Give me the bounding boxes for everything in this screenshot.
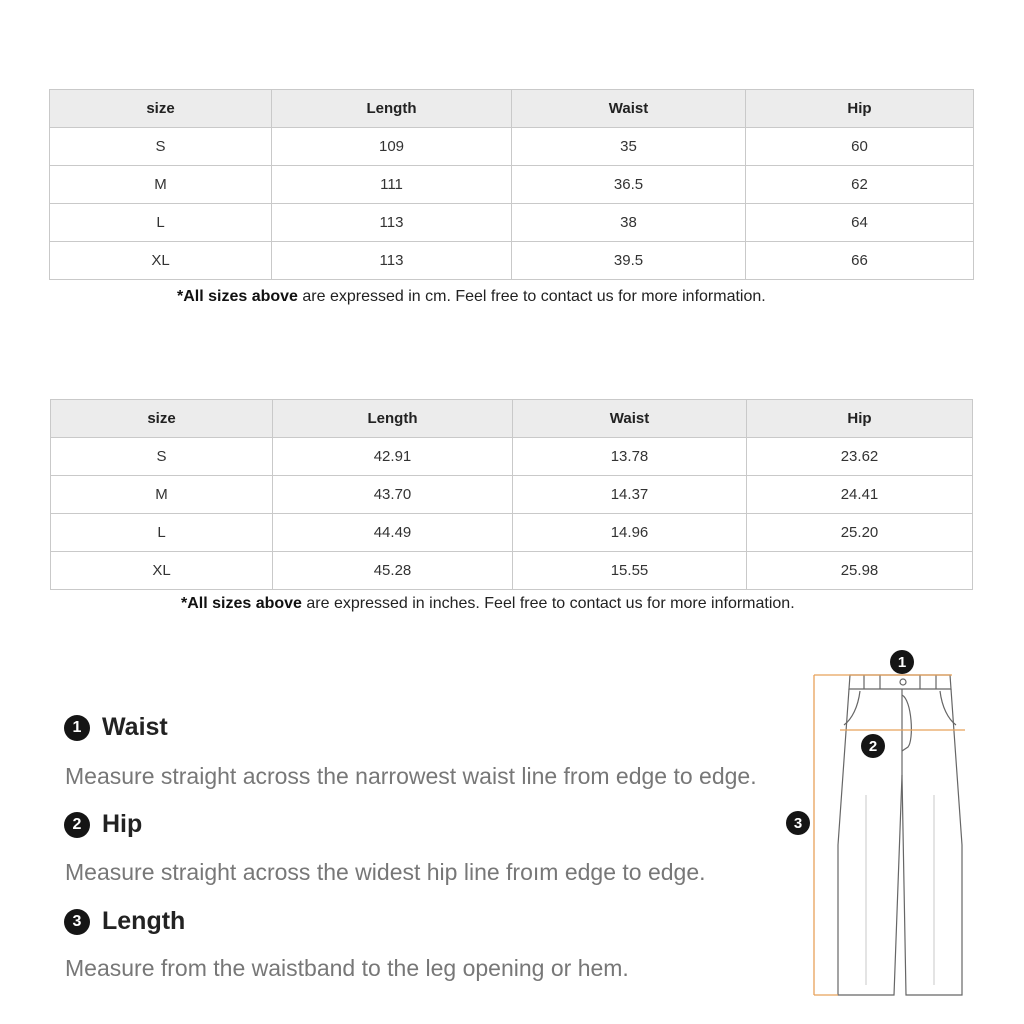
size-table-cm	[49, 89, 974, 280]
table-row	[50, 242, 974, 280]
number-1-icon: 1	[64, 715, 90, 741]
cell-length: 111	[272, 166, 512, 204]
header-waist: Waist	[513, 400, 747, 438]
cell-waist: 36.5	[512, 166, 746, 204]
measure-lines	[814, 675, 965, 995]
length-heading	[64, 907, 185, 936]
cell-hip: 23.62	[747, 438, 973, 476]
pants-measurement-diagram	[780, 645, 990, 1005]
cell-length: 113	[272, 242, 512, 280]
header-hip: Hip	[746, 90, 974, 128]
cell-waist: 13.78	[513, 438, 747, 476]
waist-marker-icon: 1	[890, 650, 914, 674]
cell-hip: 64	[746, 204, 974, 242]
waist-description: Measure straight across the narrowest waist line from edge to edge.	[65, 763, 757, 789]
note-text: are expressed in cm. Feel free to contact us for more information.	[297, 288, 766, 305]
hip-title: Hip	[102, 810, 143, 838]
length-title: Length	[102, 907, 186, 935]
waist-title: Waist	[102, 713, 168, 741]
cell-length: 109	[272, 128, 512, 166]
header-length: Length	[272, 90, 512, 128]
cell-length: 42.91	[273, 438, 513, 476]
hip-heading	[64, 810, 142, 839]
hip-marker-icon: 2	[861, 734, 885, 758]
cell-waist: 39.5	[512, 242, 746, 280]
table-row	[50, 128, 974, 166]
number-2-icon: 2	[64, 812, 90, 838]
table-row	[51, 438, 973, 476]
cell-hip: 60	[746, 128, 974, 166]
cell-hip: 66	[746, 242, 974, 280]
cell-size: S	[50, 128, 272, 166]
cell-hip: 62	[746, 166, 974, 204]
header-waist: Waist	[512, 90, 746, 128]
note-bold: *All sizes above	[177, 288, 298, 305]
length-marker-icon: 3	[786, 811, 810, 835]
table-note-cm	[177, 288, 766, 306]
table-row	[51, 514, 973, 552]
table-row	[50, 204, 974, 242]
cell-waist: 38	[512, 204, 746, 242]
table-row	[51, 552, 973, 590]
waist-heading	[64, 713, 168, 742]
hip-description: Measure straight across the widest hip line froım edge to edge.	[65, 859, 706, 885]
cell-waist: 35	[512, 128, 746, 166]
cell-waist: 14.37	[513, 476, 747, 514]
size-table-inches	[50, 399, 973, 590]
cell-size: S	[51, 438, 273, 476]
table-header-row	[50, 90, 974, 128]
cell-size: L	[51, 514, 273, 552]
table-note-inches	[181, 595, 795, 613]
table-header-row	[51, 400, 973, 438]
length-description: Measure from the waistband to the leg opening or hem.	[65, 955, 629, 981]
note-text: are expressed in inches. Feel free to contact us for more information.	[301, 595, 795, 612]
cell-hip: 24.41	[747, 476, 973, 514]
number-3-icon: 3	[64, 909, 90, 935]
cell-length: 45.28	[273, 552, 513, 590]
cell-size: L	[50, 204, 272, 242]
cell-waist: 14.96	[513, 514, 747, 552]
cell-length: 113	[272, 204, 512, 242]
pants-icon	[780, 645, 990, 1005]
cell-hip: 25.98	[747, 552, 973, 590]
header-size: size	[51, 400, 273, 438]
table-row	[51, 476, 973, 514]
cell-length: 44.49	[273, 514, 513, 552]
cell-size: XL	[51, 552, 273, 590]
cell-waist: 15.55	[513, 552, 747, 590]
cell-size: M	[51, 476, 273, 514]
cell-hip: 25.20	[747, 514, 973, 552]
header-size: size	[50, 90, 272, 128]
header-hip: Hip	[747, 400, 973, 438]
table-row	[50, 166, 974, 204]
cell-length: 43.70	[273, 476, 513, 514]
cell-size: M	[50, 166, 272, 204]
note-bold: *All sizes above	[181, 595, 302, 612]
header-length: Length	[273, 400, 513, 438]
cell-size: XL	[50, 242, 272, 280]
